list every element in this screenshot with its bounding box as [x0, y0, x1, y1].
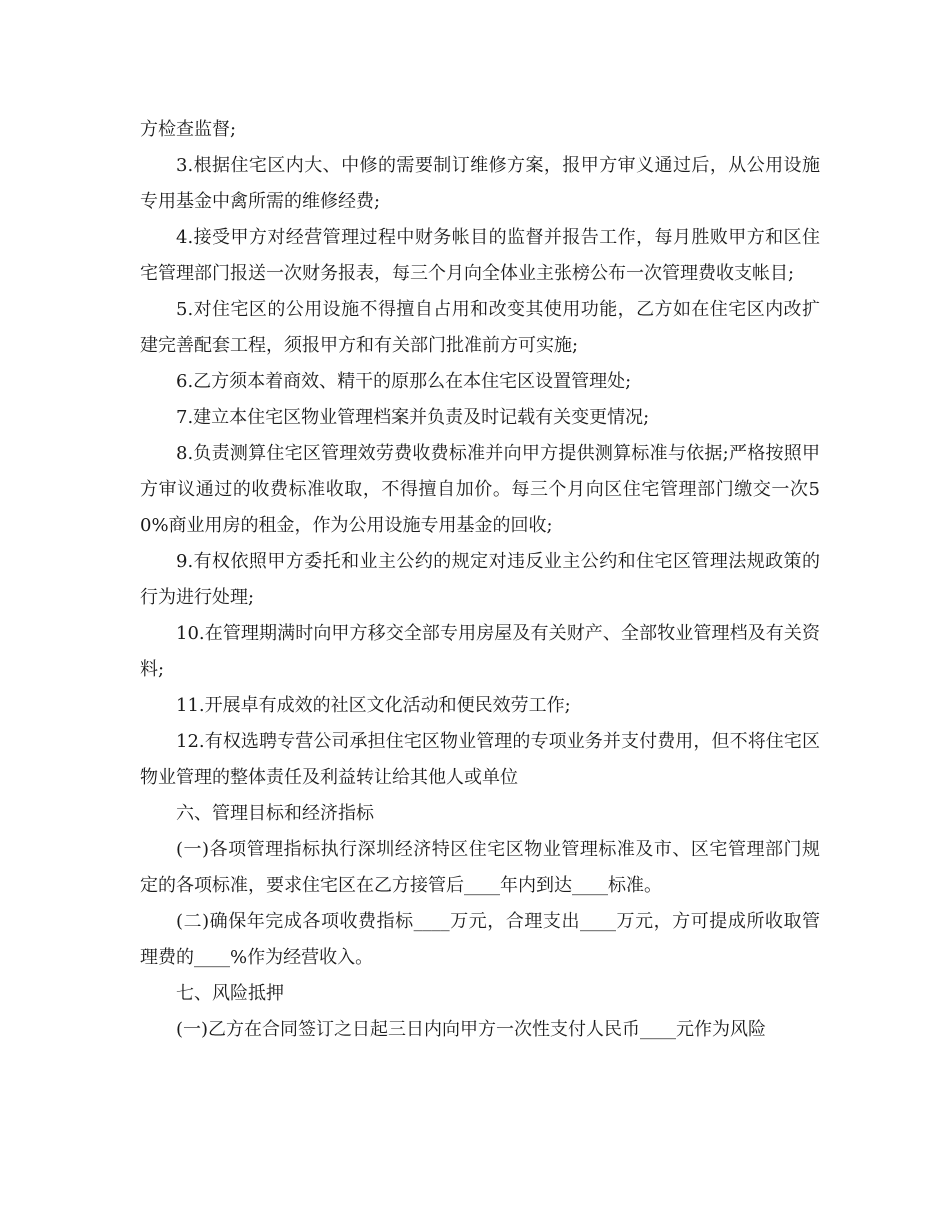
paragraph-item-8: 8.负责测算住宅区管理效劳费收费标准并向甲方提供测算标准与依据;严格按照甲方审议通过的收费标准收取，不得擅自加价。每三个月向区住宅管理部门缴交一次50%商业用房的租金，作为公用设施专用基金的回收; — [140, 443, 820, 536]
section-heading-6: 六、管理目标和经济指标 — [176, 803, 374, 824]
paragraph-item-6: 6.乙方须本着商效、精干的原那么在本住宅区设置管理处; — [176, 371, 632, 392]
paragraph-item-5: 5.对住宅区的公用设施不得擅自占用和改变其使用功能，乙方如在住宅区内改扩建完善配套工程，须报甲方和有关部门批准前方可实施; — [140, 299, 820, 356]
paragraph-item-7: 7.建立本住宅区物业管理档案并负责及时记载有关变更情况; — [176, 407, 650, 428]
paragraph-continuation: 方检查监督; — [140, 119, 237, 140]
paragraph-item-9: 9.有权依照甲方委托和业主公约的规定对违反业主公约和住宅区管理法规政策的行为进行处理; — [140, 551, 820, 608]
paragraph-item-3: 3.根据住宅区内大、中修的需要制订维修方案，报甲方审义通过后，从公用设施专用基金中禽所需的维修经费; — [140, 155, 820, 212]
paragraph-item-10: 10.在管理期满时向甲方移交全部专用房屋及有关财产、全部牧业管理档及有关资料; — [140, 623, 820, 680]
paragraph-item-11: 11.开展卓有成效的社区文化活动和便民效劳工作; — [176, 695, 571, 716]
paragraph-item-12: 12.有权选聘专营公司承担住宅区物业管理的专项业务并支付费用，但不将住宅区物业管理的整体责任及利益转让给其他人或单位 — [140, 731, 820, 788]
paragraph-section7-1: (一)乙方在合同签订之日起三日内向甲方一次性支付人民币____元作为风险 — [176, 1019, 767, 1040]
paragraph-section6-2: (二)确保年完成各项收费指标____万元，合理支出____万元，方可提成所收取管理费的____%作为经营收入。 — [140, 911, 820, 968]
paragraph-section6-1: (一)各项管理指标执行深圳经济特区住宅区物业管理标准及市、区宅管理部门规定的各项标准，要求住宅区在乙方接管后____年内到达____标准。 — [140, 839, 820, 896]
paragraph-item-4: 4.接受甲方对经营管理过程中财务帐目的监督并报告工作，每月胜败甲方和区住宅管理部门报送一次财务报表，每三个月向全体业主张榜公布一次管理费收支帐目; — [140, 227, 820, 284]
section-heading-7: 七、风险抵押 — [176, 983, 284, 1004]
document-body — [140, 112, 820, 1048]
